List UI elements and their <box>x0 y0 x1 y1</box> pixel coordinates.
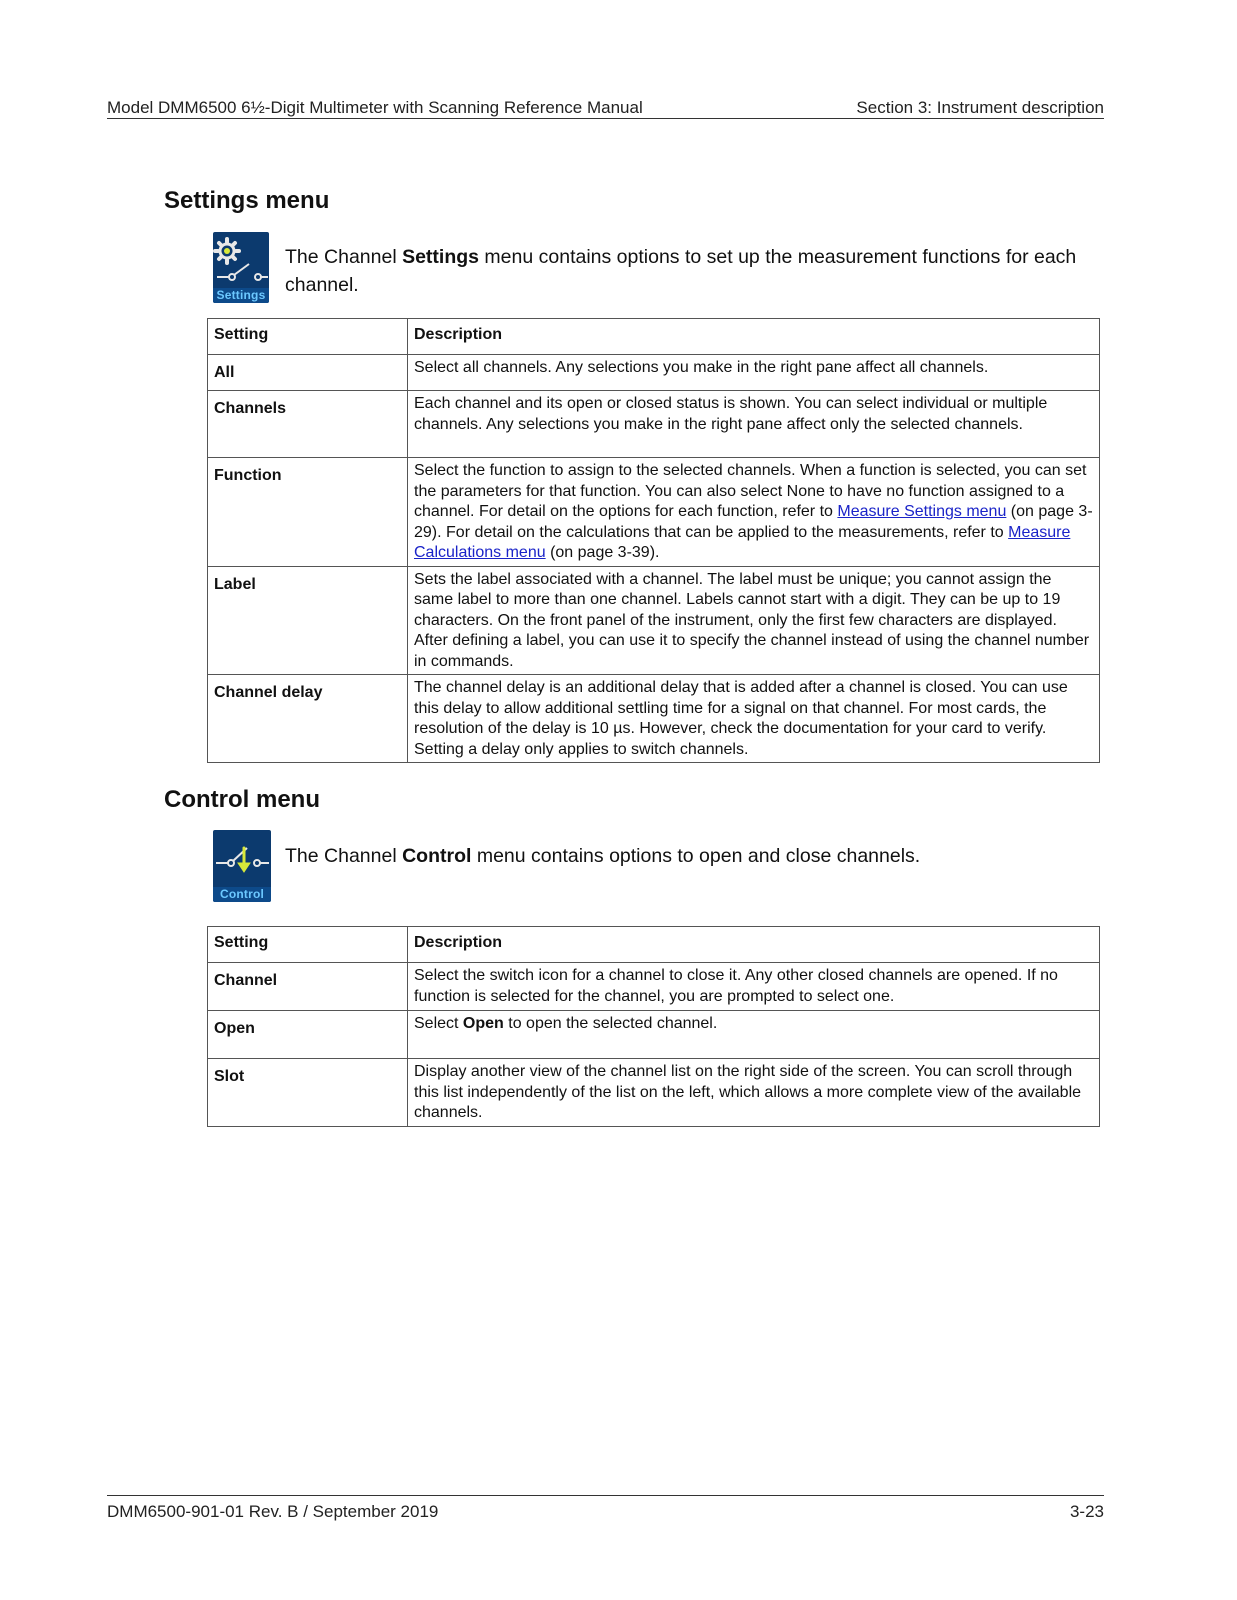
description-text: Select the function to assign to the selected channels. When a function is selected, you can set the parameters for that function. You can also select None to have no function assigned to a channel. For detail on the options for each function, refer to <box>414 462 1087 520</box>
setting-description: The channel delay is an additional delay that is added after a channel is closed. You can use this delay to allow additional settling time for a signal on that channel. For most cards, the resolution of the delay is 10 µs. However, check the documentation for your card to verify. Setting a delay only applies to switch channels. <box>408 675 1100 763</box>
table-row <box>208 963 1100 1011</box>
setting-description: Display another view of the channel list on the right side of the screen. You can scroll through this list independently of the list on the left, which allows a more complete view of the available channels. <box>408 1059 1100 1127</box>
settings-menu-table <box>207 318 1100 763</box>
setting-description <box>408 1011 1100 1059</box>
table-row <box>208 458 1100 567</box>
table-row <box>208 355 1100 391</box>
description-bold: Open <box>462 1015 504 1032</box>
intro-bold: Control <box>402 845 472 867</box>
setting-name: Label <box>208 566 408 675</box>
measure-settings-menu-link[interactable]: Measure Settings menu <box>837 503 1007 520</box>
table-row <box>208 566 1100 675</box>
footer-page-number: 3-23 <box>1069 1502 1104 1521</box>
control-menu-heading: Control menu <box>164 786 320 813</box>
setting-name: Function <box>208 458 408 567</box>
setting-description: Select the switch icon for a channel to close it. Any other closed channels are opened. If no function is selected for the channel, you are prompted to select one. <box>408 963 1100 1011</box>
column-header-setting: Setting <box>208 319 408 355</box>
description-text: Select <box>414 1015 463 1032</box>
column-header-description: Description <box>408 319 1100 355</box>
setting-name: Channel delay <box>208 675 408 763</box>
running-footer <box>107 1495 1104 1521</box>
description-text: (on page 3-29). For detail on the calculations that can be applied to the measurements, refer to <box>414 503 1093 541</box>
table-row <box>208 1011 1100 1059</box>
description-text: (on page 3-39). <box>545 544 660 561</box>
setting-name: Channel <box>208 963 408 1011</box>
table-row <box>208 391 1100 458</box>
control-menu-table <box>207 926 1100 1127</box>
intro-bold: Settings <box>402 246 480 268</box>
setting-description: Each channel and its open or closed status is shown. You can select individual or multiple channels. Any selections you make in the right pane affect only the selected channels. <box>408 391 1100 458</box>
table-row <box>208 675 1100 763</box>
setting-description <box>408 458 1100 567</box>
settings-menu-heading: Settings menu <box>164 187 330 214</box>
intro-text: menu contains options to open and close channels. <box>471 845 921 867</box>
column-header-setting: Setting <box>208 927 408 963</box>
control-switch-icon <box>213 830 271 902</box>
header-manual-title: Model DMM6500 6½-Digit Multimeter with Scanning Reference Manual <box>107 98 643 117</box>
column-header-description: Description <box>408 927 1100 963</box>
description-text: to open the selected channel. <box>503 1015 718 1032</box>
table-row <box>208 1059 1100 1127</box>
setting-name: Slot <box>208 1059 408 1127</box>
settings-icon-caption: Settings <box>213 288 269 303</box>
measure-calculations-menu-link[interactable]: Measure Calculations menu <box>414 523 1071 561</box>
setting-name: Channels <box>208 391 408 458</box>
setting-name: All <box>208 355 408 391</box>
table-header-row <box>208 319 1100 355</box>
setting-description: Select all channels. Any selections you make in the right pane affect all channels. <box>408 355 1100 391</box>
control-menu-intro <box>285 842 1105 870</box>
header-section-title: Section 3: Instrument description <box>856 98 1104 117</box>
intro-text: menu contains options to set up the measurement functions for each channel. <box>285 246 1077 296</box>
settings-menu-intro <box>285 243 1105 299</box>
footer-document-number: DMM6500-901-01 Rev. B / September 2019 <box>107 1502 439 1521</box>
intro-text: The Channel <box>285 246 403 268</box>
settings-gear-switch-icon <box>213 232 269 303</box>
table-header-row <box>208 927 1100 963</box>
setting-name: Open <box>208 1011 408 1059</box>
setting-description: Sets the label associated with a channel. The label must be unique; you cannot assign the same label to more than one channel. Labels cannot start with a digit. They can be up to 19 characters. On the front panel of the instrument, only the first few characters are displayed. After defining a label, you can use it to specify the channel instead of using the channel number in commands. <box>408 566 1100 675</box>
control-icon-caption: Control <box>213 887 271 902</box>
intro-text: The Channel <box>285 845 403 867</box>
running-header <box>107 98 1104 119</box>
